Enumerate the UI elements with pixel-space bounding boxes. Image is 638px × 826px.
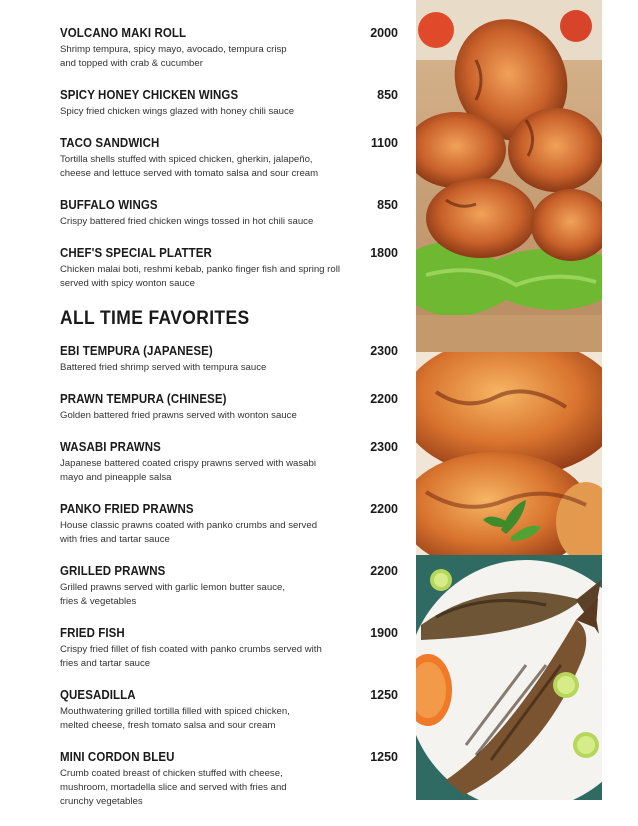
menu-item-description (60, 153, 356, 181)
menu-item-price: 1250 (370, 688, 398, 702)
section-title: ALL TIME FAVORITES (60, 308, 250, 329)
menu-item-price: 1250 (370, 750, 398, 764)
menu-item-header (60, 246, 398, 260)
menu-item (60, 246, 398, 291)
menu-item-description-line: with fries and tartar sauce (60, 534, 170, 545)
menu-item (60, 750, 398, 809)
menu-item (60, 136, 398, 181)
menu-item-header (60, 750, 398, 764)
favorites-list (60, 344, 398, 809)
menu-item-description-line: cheese and lettuce served with tomato salsa and sour cream (60, 168, 319, 179)
menu-item-header (60, 392, 398, 406)
starters-list (60, 26, 398, 291)
menu-item (60, 26, 398, 71)
menu-item-price: 1900 (370, 626, 398, 640)
menu-item (60, 392, 398, 423)
menu-item-name: VOLCANO MAKI ROLL (60, 26, 187, 40)
menu-item-description-line: Chicken malai boti, reshmi kebab, panko finger fish and spring roll (60, 264, 340, 275)
menu-item-name: WASABI PRAWNS (60, 440, 161, 454)
menu-item-description (60, 767, 356, 809)
menu-item-description-line: Crumb coated breast of chicken stuffed with cheese, (60, 768, 283, 779)
menu-item-header (60, 88, 398, 102)
menu-item (60, 564, 398, 609)
menu-item-header (60, 26, 398, 40)
menu-column (60, 26, 398, 826)
menu-item-description (60, 409, 356, 423)
menu-item-price: 2300 (370, 344, 398, 358)
menu-item-price: 2300 (370, 440, 398, 454)
menu-item-name: PANKO FRIED PRAWNS (60, 502, 194, 516)
menu-item-description-line: Shrimp tempura, spicy mayo, avocado, tempura crisp (60, 44, 287, 55)
menu-item-description-line: fries and tartar sauce (60, 658, 151, 669)
chicken-wings-photo-icon (416, 0, 602, 352)
menu-item-header (60, 440, 398, 454)
roast-chicken-photo-icon (416, 352, 602, 555)
menu-item-header (60, 136, 398, 150)
menu-item-name: GRILLED PRAWNS (60, 564, 166, 578)
menu-item-name: CHEF'S SPECIAL PLATTER (60, 246, 212, 260)
menu-item-price: 2000 (370, 26, 398, 40)
menu-item-description (60, 643, 356, 671)
menu-item-header (60, 626, 398, 640)
menu-item-description (60, 705, 356, 733)
menu-item-description-line: Spicy fried chicken wings glazed with honey chili sauce (60, 106, 295, 117)
menu-item-description-line: Battered fried shrimp served with tempura sauce (60, 362, 267, 373)
menu-item-description-line: Grilled prawns served with garlic lemon butter sauce, (60, 582, 286, 593)
menu-item-price: 850 (377, 198, 398, 212)
menu-item-description-line: Mouthwatering grilled tortilla filled with spiced chicken, (60, 706, 290, 717)
menu-item-description (60, 105, 356, 119)
menu-item-name: QUESADILLA (60, 688, 136, 702)
menu-item-price: 850 (377, 88, 398, 102)
menu-item-description (60, 263, 356, 291)
menu-item-header (60, 688, 398, 702)
menu-item-price: 2200 (370, 502, 398, 516)
menu-item-description-line: Crispy fried fillet of fish coated with panko crumbs served with (60, 644, 322, 655)
menu-item-description-line: House classic prawns coated with panko crumbs and served (60, 520, 318, 531)
menu-item-description (60, 457, 356, 485)
menu-item (60, 344, 398, 375)
menu-item-description-line: crunchy vegetables (60, 796, 143, 807)
menu-item (60, 502, 398, 547)
menu-item-description-line: and topped with crab & cucumber (60, 58, 203, 69)
menu-item-description-line: served with spicy wonton sauce (60, 278, 195, 289)
menu-item-name: MINI CORDON BLEU (60, 750, 175, 764)
menu-item-header (60, 564, 398, 578)
menu-item-description-line: melted cheese, fresh tomato salsa and sour cream (60, 720, 276, 731)
grilled-fish-photo-icon (416, 555, 602, 800)
photo-strip (416, 0, 602, 800)
menu-item-name: EBI TEMPURA (JAPANESE) (60, 344, 213, 358)
menu-item-name: PRAWN TEMPURA (CHINESE) (60, 392, 227, 406)
menu-item-description-line: mayo and pineapple salsa (60, 472, 172, 483)
menu-item-description (60, 519, 356, 547)
menu-item-price: 1100 (370, 136, 398, 150)
menu-item (60, 198, 398, 229)
menu-item-description (60, 581, 356, 609)
menu-item-price: 1800 (370, 246, 398, 260)
menu-item-price: 2200 (370, 392, 398, 406)
menu-item (60, 440, 398, 485)
menu-item-header (60, 502, 398, 516)
menu-item (60, 88, 398, 119)
menu-item-description-line: mushroom, mortadella slice and served with fries and (60, 782, 287, 793)
menu-item-description-line: fries & vegetables (60, 596, 137, 607)
menu-item-description (60, 215, 356, 229)
menu-item (60, 688, 398, 733)
menu-item-description (60, 43, 356, 71)
menu-item-name: TACO SANDWICH (60, 136, 160, 150)
menu-item-name: FRIED FISH (60, 626, 125, 640)
menu-item-description-line: Golden battered fried prawns served with wonton sauce (60, 410, 297, 421)
menu-item-description-line: Japanese battered coated crispy prawns served with wasabi (60, 458, 316, 469)
menu-item-description-line: Tortilla shells stuffed with spiced chicken, gherkin, jalapeño, (60, 154, 313, 165)
menu-item-description (60, 361, 356, 375)
menu-item (60, 626, 398, 671)
menu-item-name: SPICY HONEY CHICKEN WINGS (60, 88, 239, 102)
menu-item-header (60, 344, 398, 358)
menu-item-price: 2200 (370, 564, 398, 578)
menu-item-header (60, 198, 398, 212)
menu-item-name: BUFFALO WINGS (60, 198, 158, 212)
menu-item-description-line: Crispy battered fried chicken wings tossed in hot chili sauce (60, 216, 314, 227)
